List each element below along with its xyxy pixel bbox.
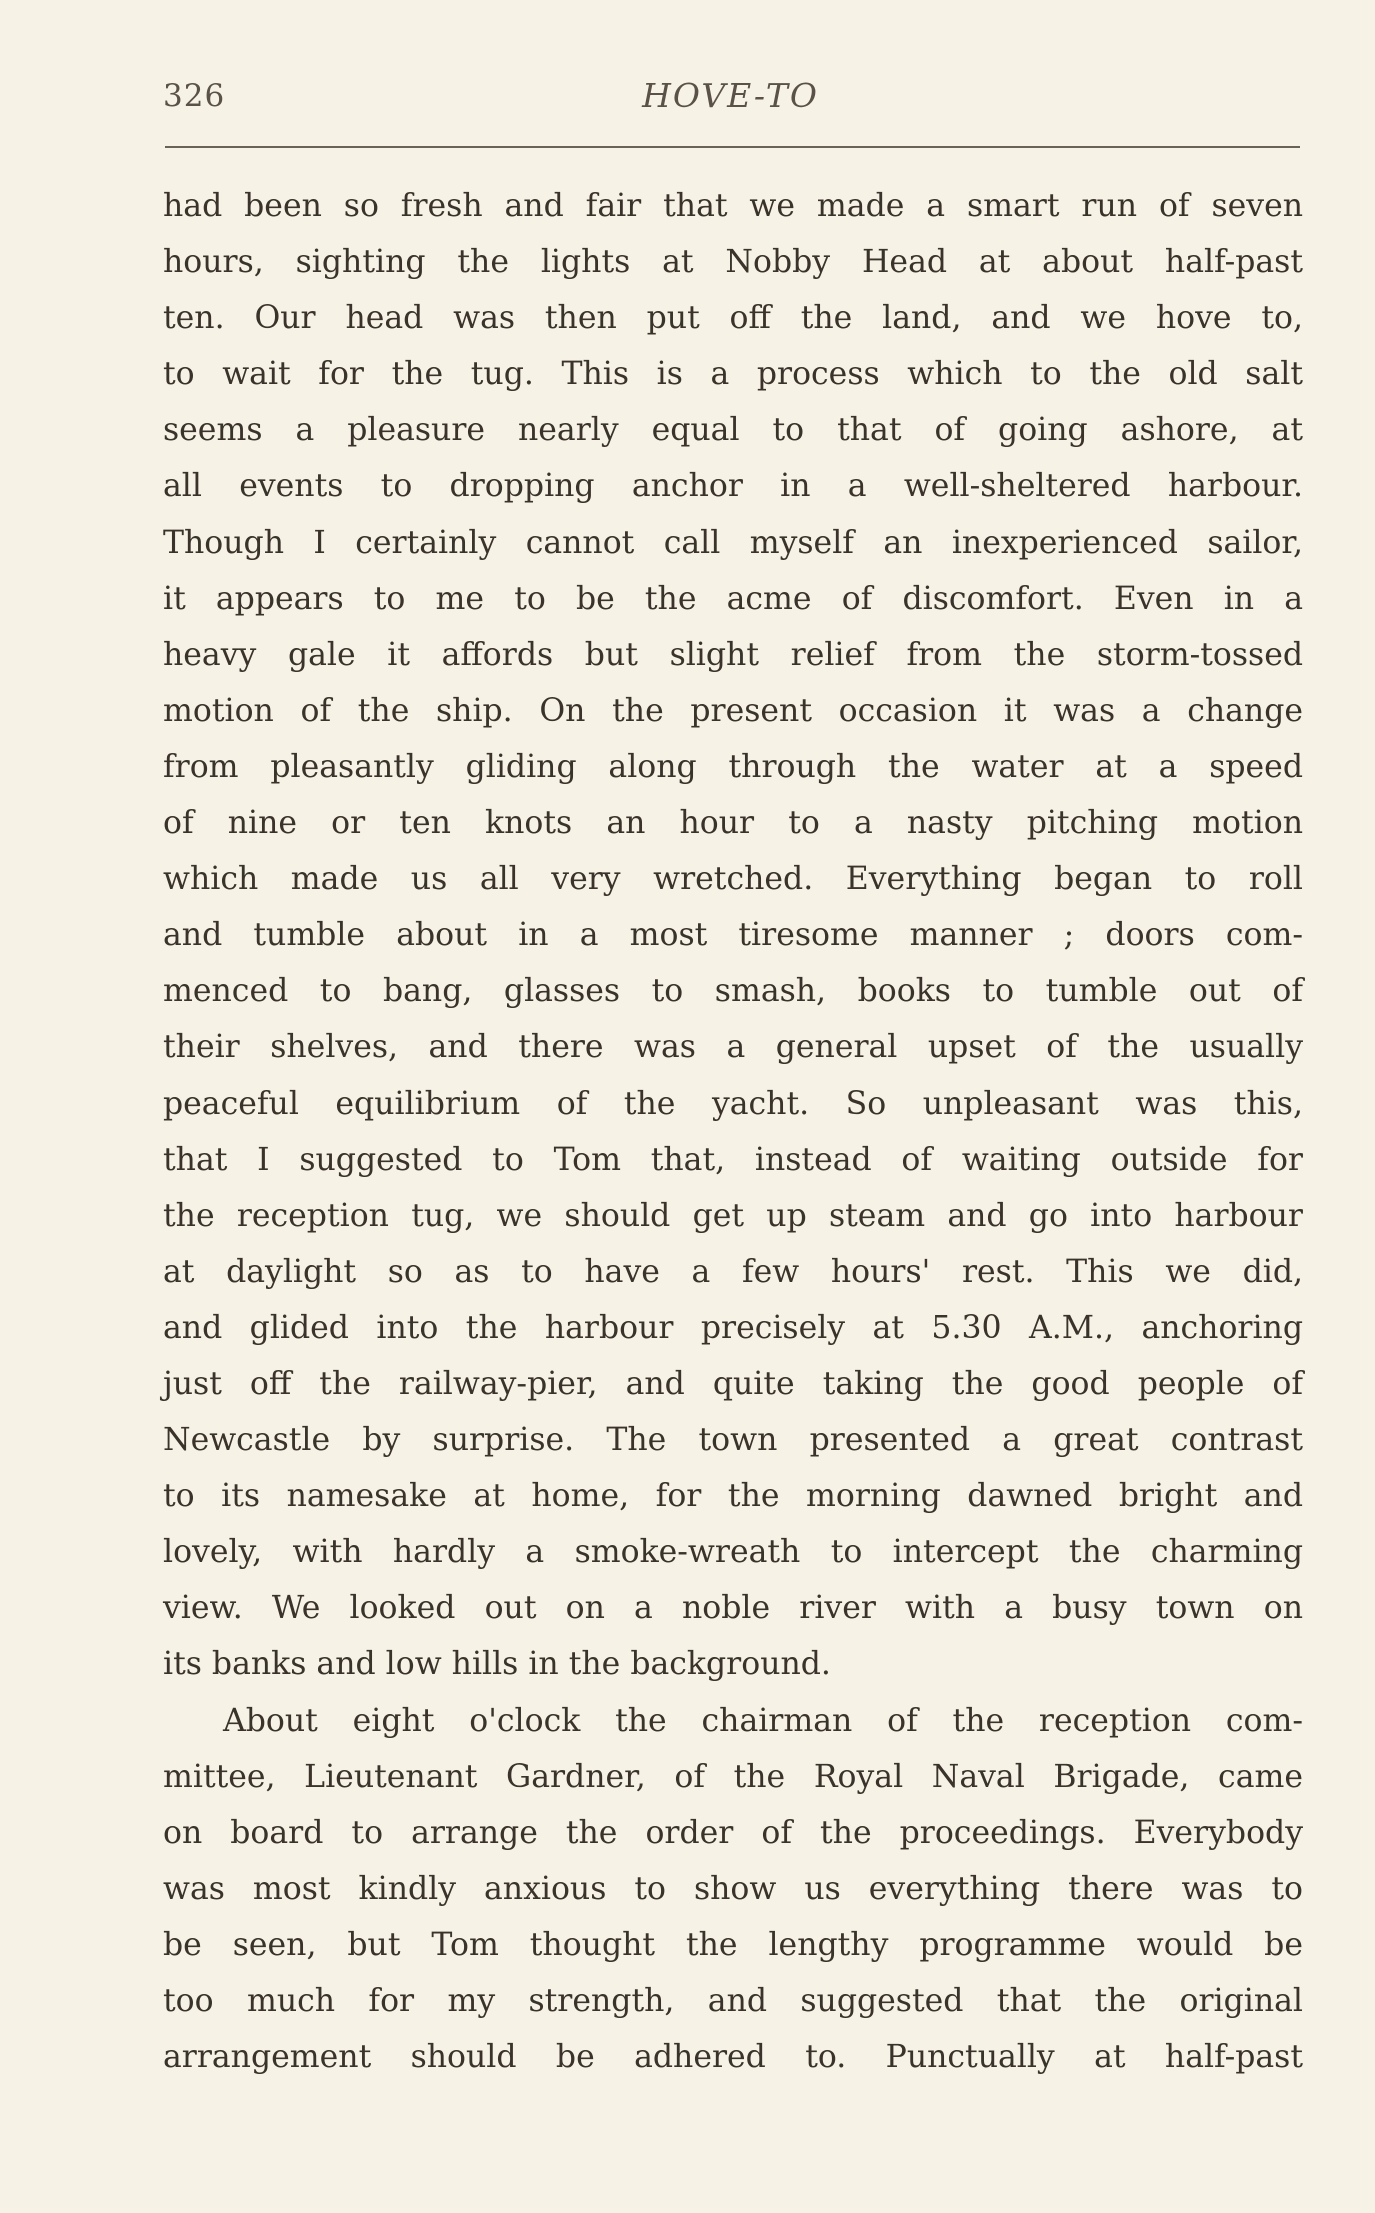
text-line: peaceful equilibrium of the yacht. So unpleasant was this, bbox=[163, 1085, 1303, 1122]
text-line: and glided into the harbour precisely at 5.30 A.M., anchoring bbox=[163, 1309, 1303, 1346]
text-line: their shelves, and there was a general upset of the usually bbox=[163, 1029, 1303, 1066]
text-line: just off the railway-pier, and quite taking the good people of bbox=[163, 1365, 1303, 1402]
header-rule bbox=[165, 146, 1300, 148]
text-line: of nine or ten knots an hour to a nasty pitching motion bbox=[163, 805, 1303, 842]
body-text bbox=[163, 178, 1303, 2085]
text-line: motion of the ship. On the present occasion it was a change bbox=[163, 692, 1303, 729]
running-head: HOVE-TO bbox=[642, 76, 819, 115]
text-line: heavy gale it affords but slight relief from the storm-tossed bbox=[163, 636, 1303, 673]
text-line: had been so fresh and fair that we made a smart run of seven bbox=[163, 188, 1303, 224]
text-line: mittee, Lieutenant Gardner, of the Royal Naval Brigade, came bbox=[163, 1758, 1303, 1795]
page-number: 326 bbox=[163, 78, 226, 114]
text-line: be seen, but Tom thought the lengthy programme would be bbox=[163, 1926, 1303, 1963]
text-line: About eight o'clock the chairman of the reception com- bbox=[223, 1702, 1303, 1739]
text-line: seems a pleasure nearly equal to that of going ashore, at bbox=[163, 412, 1303, 449]
text-line: all events to dropping anchor in a well-sheltered harbour. bbox=[163, 468, 1303, 505]
text-line: Newcastle by surprise. The town presented a great contrast bbox=[163, 1422, 1303, 1459]
text-line: arrangement should be adhered to. Punctually at half-past bbox=[163, 2039, 1303, 2076]
page-header bbox=[163, 70, 1298, 126]
text-line: on board to arrange the order of the proceedings. Everybody bbox=[163, 1814, 1303, 1851]
text-line: it appears to me to be the acme of discomfort. Even in a bbox=[163, 580, 1303, 617]
text-line: was most kindly anxious to show us everything there was to bbox=[163, 1870, 1303, 1907]
text-line: hours, sighting the lights at Nobby Head at about half-past bbox=[163, 244, 1303, 281]
text-line: lovely, with hardly a smoke-wreath to intercept the charming bbox=[163, 1534, 1303, 1571]
text-line: its banks and low hills in the background. bbox=[163, 1646, 831, 1683]
text-line: and tumble about in a most tiresome manner ; doors com- bbox=[163, 917, 1303, 954]
text-line: that I suggested to Tom that, instead of waiting outside for bbox=[163, 1141, 1303, 1178]
text-line: menced to bang, glasses to smash, books to tumble out of bbox=[163, 973, 1303, 1010]
text-line: ten. Our head was then put off the land, and we hove to, bbox=[163, 300, 1303, 337]
paragraph-1 bbox=[163, 178, 1303, 1693]
text-line: too much for my strength, and suggested that the original bbox=[163, 1983, 1303, 2019]
text-line: from pleasantly gliding along through the water at a speed bbox=[163, 748, 1303, 785]
text-line: Though I certainly cannot call myself an inexperienced sailor, bbox=[163, 524, 1303, 561]
text-line: the reception tug, we should get up steam and go into harbour bbox=[163, 1197, 1303, 1234]
text-line: which made us all very wretched. Everything began to roll bbox=[163, 861, 1303, 898]
text-line: to wait for the tug. This is a process which to the old salt bbox=[163, 356, 1303, 393]
text-line: to its namesake at home, for the morning dawned bright and bbox=[163, 1478, 1303, 1515]
text-line: at daylight so as to have a few hours' rest. This we did, bbox=[163, 1253, 1303, 1290]
text-line: view. We looked out on a noble river with a busy town on bbox=[163, 1590, 1303, 1627]
paragraph-2 bbox=[163, 1693, 1303, 2086]
